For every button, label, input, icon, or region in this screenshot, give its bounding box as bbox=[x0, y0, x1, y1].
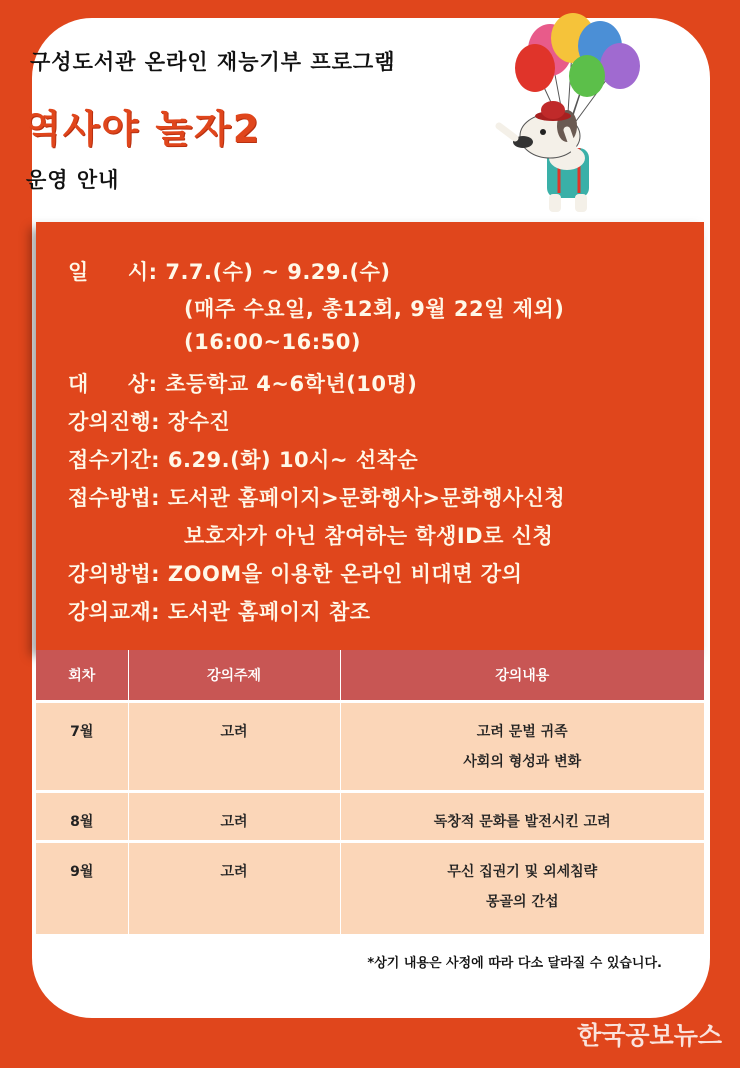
topic-cell: 고려 bbox=[128, 842, 340, 934]
table-row bbox=[36, 702, 704, 792]
disclaimer-note: *상기 내용은 사정에 따라 다소 달라질 수 있습니다. bbox=[367, 956, 662, 971]
apply-period-label: 접수기간: bbox=[68, 448, 161, 472]
lecture-method-row bbox=[68, 558, 522, 588]
round-cell: 7월 bbox=[36, 702, 128, 792]
content-line: 무신 집권기 및 외세침략 bbox=[447, 864, 598, 880]
column-header-topic: 강의주제 bbox=[128, 650, 340, 702]
topic-cell: 고려 bbox=[128, 702, 340, 792]
material-row bbox=[68, 596, 371, 626]
lecture-method-label: 강의방법: bbox=[68, 562, 161, 586]
content-cell bbox=[340, 842, 704, 934]
lecturer-label: 강의진행: bbox=[68, 410, 161, 434]
round-cell: 9월 bbox=[36, 842, 128, 934]
date-note-time: (16:00~16:50) bbox=[184, 330, 361, 354]
content-cell bbox=[340, 702, 704, 792]
material-value: 도서관 홈페이지 참조 bbox=[167, 600, 371, 624]
column-header-round: 회차 bbox=[36, 650, 128, 702]
apply-method-value: 도서관 홈페이지>문화행사>문화행사신청 bbox=[167, 486, 566, 510]
balloon-dog-illustration bbox=[455, 8, 645, 218]
content-line: 독창적 문화를 발전시킨 고려 bbox=[433, 814, 611, 830]
apply-period-value: 6.29.(화) 10시~ 선착순 bbox=[167, 448, 419, 472]
lecturer-row bbox=[68, 406, 230, 436]
round-cell: 8월 bbox=[36, 792, 128, 842]
org-title: 구성도서관 온라인 재능기부 프로그램 bbox=[30, 50, 396, 74]
target-row bbox=[68, 368, 417, 398]
content-line: 고려 문벌 귀족 bbox=[476, 724, 568, 740]
table-header-row bbox=[36, 650, 704, 702]
table-row bbox=[36, 842, 704, 934]
column-header-content: 강의내용 bbox=[340, 650, 704, 702]
content-cell bbox=[340, 792, 704, 842]
date-label: 일 시: bbox=[68, 260, 158, 284]
lecturer-value: 장수진 bbox=[167, 410, 231, 434]
content-line: 몽골의 간섭 bbox=[486, 894, 559, 910]
content-line: 사회의 형성과 변화 bbox=[463, 754, 582, 770]
schedule-table bbox=[36, 650, 704, 934]
date-row bbox=[68, 256, 391, 286]
apply-method-label: 접수방법: bbox=[68, 486, 161, 510]
target-label: 대 상: bbox=[68, 372, 158, 396]
table-row bbox=[36, 792, 704, 842]
info-panel bbox=[36, 222, 704, 650]
date-note-days: (매주 수요일, 총12회, 9월 22일 제외) bbox=[184, 297, 565, 321]
material-label: 강의교재: bbox=[68, 600, 161, 624]
apply-period-row bbox=[68, 444, 418, 474]
date-value: 7.7.(수) ~ 9.29.(수) bbox=[165, 260, 391, 284]
program-title: 역사야 놀자2 bbox=[24, 107, 262, 151]
target-value: 초등학교 4~6학년(10명) bbox=[165, 372, 418, 396]
lecture-method-value: ZOOM을 이용한 온라인 비대면 강의 bbox=[167, 562, 523, 586]
topic-cell: 고려 bbox=[128, 792, 340, 842]
section-title: 운영 안내 bbox=[26, 168, 120, 192]
apply-method-note: 보호자가 아닌 참여하는 학생ID로 신청 bbox=[184, 524, 554, 548]
apply-method-row bbox=[68, 482, 565, 512]
watermark: 한국공보뉴스 bbox=[577, 1021, 722, 1050]
